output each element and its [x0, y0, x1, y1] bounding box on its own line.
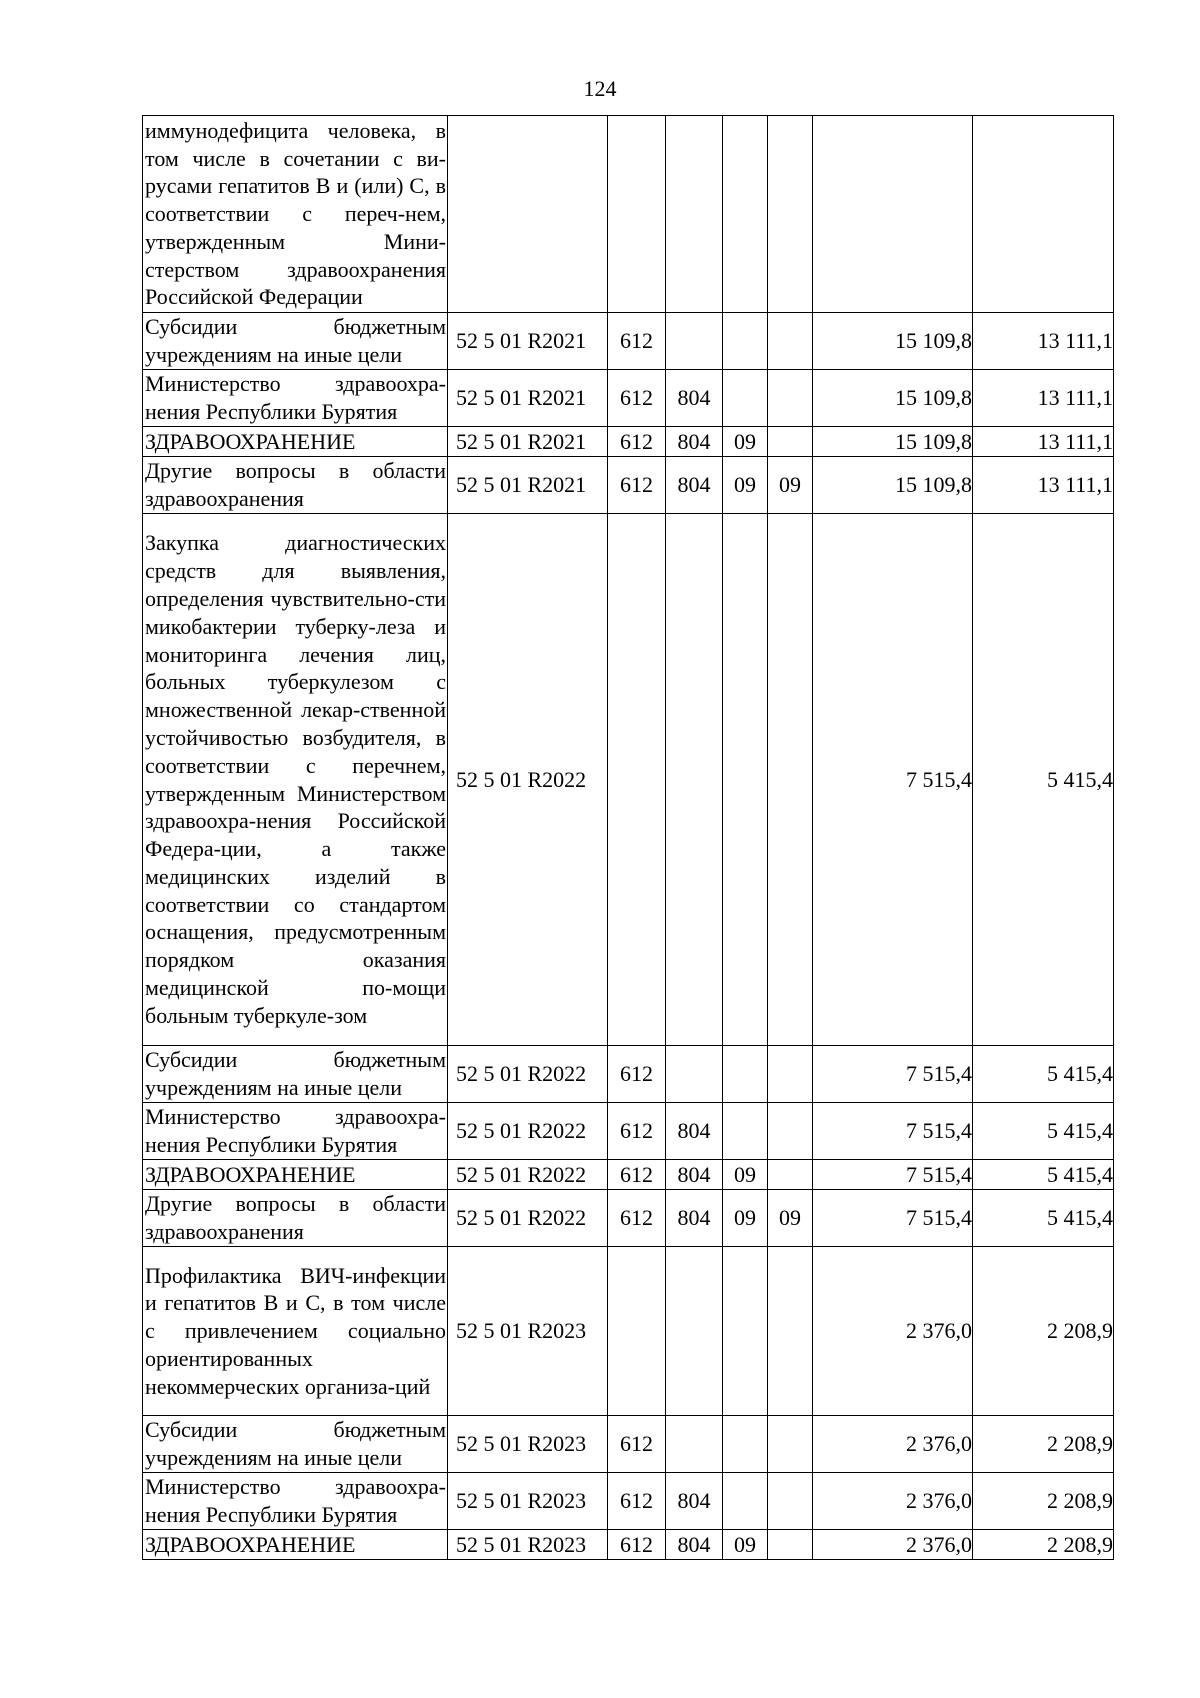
- expense-type-code: 612: [608, 1473, 666, 1530]
- section-code: [723, 1473, 768, 1530]
- table-row: [143, 427, 1114, 457]
- target-article-code: 52 5 01 R2023: [448, 1247, 608, 1416]
- amount-2: 2 208,9: [973, 1416, 1114, 1473]
- table-row: [143, 370, 1114, 427]
- section-code: [723, 1416, 768, 1473]
- table-row: [143, 1160, 1114, 1190]
- amount-1: 7 515,4: [813, 1103, 973, 1160]
- target-article-code: 52 5 01 R2023: [448, 1416, 608, 1473]
- section-code: 09: [723, 1160, 768, 1190]
- amount-2: 13 111,1: [973, 313, 1114, 370]
- amount-1: 2 376,0: [813, 1473, 973, 1530]
- budget-table: [142, 115, 1114, 1560]
- section-code: [723, 116, 768, 313]
- table-row: [143, 1190, 1114, 1247]
- subsection-code: [768, 1530, 813, 1560]
- table-row: [143, 313, 1114, 370]
- amount-2: 5 415,4: [973, 1160, 1114, 1190]
- row-description: Закупка диагностических средств для выявления, определения чувствительно-сти микобактерии туберку-леза и мониторинга лечения лиц, больных туберкулезом с множественной лекар-ственной устойчивостью возбудителя, в соответствии с перечнем, утвержденным Министерством здравоохра-нения Российской Федера-ции, а также медицинских изделий в соответствии со стандартом оснащения, предусмотренным порядком оказания медицинской по-мощи больным туберкуле-зом: [143, 514, 448, 1046]
- amount-1: 15 109,8: [813, 457, 973, 514]
- amount-1: 15 109,8: [813, 313, 973, 370]
- amount-1: 2 376,0: [813, 1530, 973, 1560]
- expense-type-code: 612: [608, 1530, 666, 1560]
- table-row: [143, 1103, 1114, 1160]
- row-description: ЗДРАВООХРАНЕНИЕ: [143, 1530, 448, 1560]
- expense-type-code: 612: [608, 370, 666, 427]
- amount-1: 7 515,4: [813, 514, 973, 1046]
- section-code: 09: [723, 1530, 768, 1560]
- expense-type-code: 612: [608, 1103, 666, 1160]
- table-row: [143, 116, 1114, 313]
- ministry-code: 804: [666, 370, 723, 427]
- target-article-code: 52 5 01 R2021: [448, 427, 608, 457]
- target-article-code: 52 5 01 R2021: [448, 457, 608, 514]
- section-code: [723, 313, 768, 370]
- amount-2: 5 415,4: [973, 1190, 1114, 1247]
- target-article-code: [448, 116, 608, 313]
- amount-1: 15 109,8: [813, 370, 973, 427]
- expense-type-code: [608, 116, 666, 313]
- amount-2: 2 208,9: [973, 1247, 1114, 1416]
- section-code: [723, 370, 768, 427]
- amount-2: 5 415,4: [973, 1046, 1114, 1103]
- section-code: [723, 1046, 768, 1103]
- target-article-code: 52 5 01 R2022: [448, 1160, 608, 1190]
- amount-2: [973, 116, 1114, 313]
- target-article-code: 52 5 01 R2022: [448, 1103, 608, 1160]
- ministry-code: 804: [666, 457, 723, 514]
- section-code: [723, 1247, 768, 1416]
- section-code: 09: [723, 427, 768, 457]
- ministry-code: [666, 116, 723, 313]
- target-article-code: 52 5 01 R2023: [448, 1530, 608, 1560]
- expense-type-code: 612: [608, 457, 666, 514]
- target-article-code: 52 5 01 R2022: [448, 514, 608, 1046]
- amount-1: [813, 116, 973, 313]
- table-row: [143, 1473, 1114, 1530]
- amount-2: 13 111,1: [973, 370, 1114, 427]
- target-article-code: 52 5 01 R2022: [448, 1190, 608, 1247]
- subsection-code: [768, 514, 813, 1046]
- ministry-code: [666, 1247, 723, 1416]
- expense-type-code: 612: [608, 1416, 666, 1473]
- ministry-code: 804: [666, 1530, 723, 1560]
- amount-2: 2 208,9: [973, 1473, 1114, 1530]
- row-description: Субсидии бюджетным учреждениям на иные цели: [143, 1046, 448, 1103]
- ministry-code: [666, 514, 723, 1046]
- row-description: ЗДРАВООХРАНЕНИЕ: [143, 427, 448, 457]
- subsection-code: 09: [768, 457, 813, 514]
- subsection-code: [768, 313, 813, 370]
- table-row: [143, 1416, 1114, 1473]
- row-description: Профилактика ВИЧ-инфекции и гепатитов В и С, в том числе с привлечением социально ориентированных некоммерческих организа-ций: [143, 1247, 448, 1416]
- amount-1: 7 515,4: [813, 1160, 973, 1190]
- target-article-code: 52 5 01 R2023: [448, 1473, 608, 1530]
- row-description: Субсидии бюджетным учреждениям на иные цели: [143, 313, 448, 370]
- target-article-code: 52 5 01 R2022: [448, 1046, 608, 1103]
- subsection-code: [768, 1473, 813, 1530]
- amount-1: 2 376,0: [813, 1247, 973, 1416]
- subsection-code: [768, 116, 813, 313]
- ministry-code: 804: [666, 1190, 723, 1247]
- row-description: Другие вопросы в области здравоохранения: [143, 1190, 448, 1247]
- subsection-code: [768, 370, 813, 427]
- row-description: Министерство здравоохра-нения Республики Бурятия: [143, 1473, 448, 1530]
- expense-type-code: 612: [608, 1160, 666, 1190]
- row-description: ЗДРАВООХРАНЕНИЕ: [143, 1160, 448, 1190]
- row-description: Субсидии бюджетным учреждениям на иные цели: [143, 1416, 448, 1473]
- expense-type-code: 612: [608, 1190, 666, 1247]
- amount-1: 7 515,4: [813, 1190, 973, 1247]
- ministry-code: [666, 1046, 723, 1103]
- expense-type-code: [608, 514, 666, 1046]
- expense-type-code: 612: [608, 313, 666, 370]
- ministry-code: [666, 1416, 723, 1473]
- row-description: иммунодефицита человека, в том числе в сочетании с ви-русами гепатитов В и (или) С, в соответствии с переч-нем, утвержденным Мини-стерством здравоохранения Российской Федерации: [143, 116, 448, 313]
- row-description: Министерство здравоохра-нения Республики Бурятия: [143, 370, 448, 427]
- subsection-code: [768, 1103, 813, 1160]
- ministry-code: 804: [666, 1473, 723, 1530]
- subsection-code: [768, 1247, 813, 1416]
- amount-1: 7 515,4: [813, 1046, 973, 1103]
- page-number: 124: [583, 76, 617, 101]
- target-article-code: 52 5 01 R2021: [448, 370, 608, 427]
- table-row: [143, 457, 1114, 514]
- amount-1: 2 376,0: [813, 1416, 973, 1473]
- amount-2: 2 208,9: [973, 1530, 1114, 1560]
- section-code: 09: [723, 457, 768, 514]
- section-code: 09: [723, 1190, 768, 1247]
- table-row: [143, 1530, 1114, 1560]
- ministry-code: 804: [666, 1103, 723, 1160]
- subsection-code: [768, 1046, 813, 1103]
- table-row: [143, 1046, 1114, 1103]
- table-row: [143, 1247, 1114, 1416]
- amount-2: 13 111,1: [973, 427, 1114, 457]
- ministry-code: 804: [666, 1160, 723, 1190]
- amount-1: 15 109,8: [813, 427, 973, 457]
- amount-2: 13 111,1: [973, 457, 1114, 514]
- amount-2: 5 415,4: [973, 1103, 1114, 1160]
- expense-type-code: 612: [608, 427, 666, 457]
- section-code: [723, 1103, 768, 1160]
- target-article-code: 52 5 01 R2021: [448, 313, 608, 370]
- expense-type-code: 612: [608, 1046, 666, 1103]
- row-description: Другие вопросы в области здравоохранения: [143, 457, 448, 514]
- expense-type-code: [608, 1247, 666, 1416]
- row-description: Министерство здравоохра-нения Республики Бурятия: [143, 1103, 448, 1160]
- subsection-code: [768, 1416, 813, 1473]
- subsection-code: 09: [768, 1190, 813, 1247]
- subsection-code: [768, 427, 813, 457]
- section-code: [723, 514, 768, 1046]
- subsection-code: [768, 1160, 813, 1190]
- amount-2: 5 415,4: [973, 514, 1114, 1046]
- ministry-code: [666, 313, 723, 370]
- table-row: [143, 514, 1114, 1046]
- ministry-code: 804: [666, 427, 723, 457]
